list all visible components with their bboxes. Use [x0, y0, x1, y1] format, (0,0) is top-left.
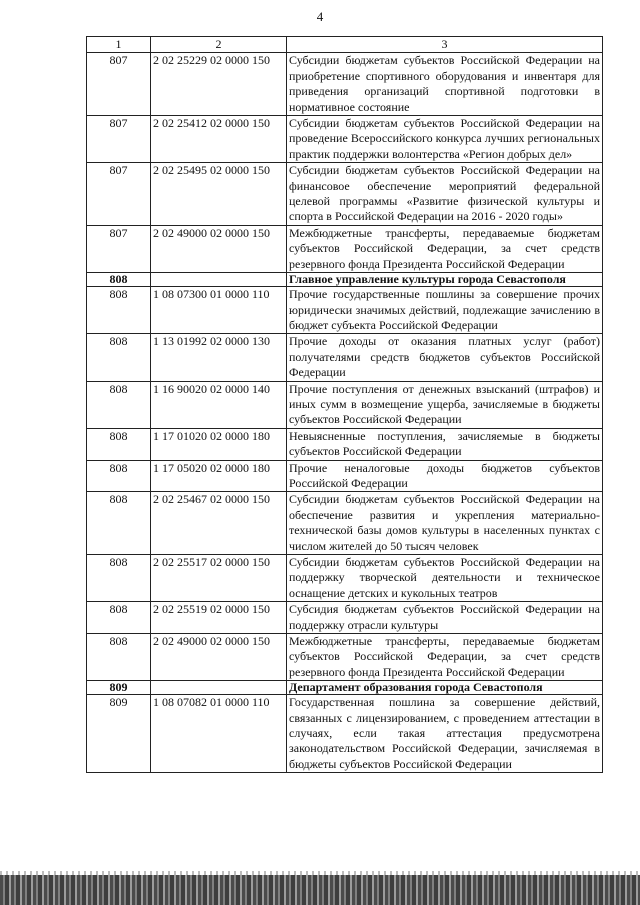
table-row — [87, 555, 603, 602]
table-row — [87, 381, 603, 428]
name-cell: Государственная пошлина за совершение действий, связанных с лицензированием, с проведением аттестации в случаях, если такая аттестация предусмотрена законодательством Российской Федерации, зачисляемая в бюджеты субъектов Российской Федерации — [287, 695, 603, 773]
table-row — [87, 334, 603, 381]
code-cell: 2 02 49000 02 0000 150 — [151, 225, 287, 272]
code-cell: 1 08 07082 01 0000 110 — [151, 695, 287, 773]
code-cell: 1 17 01020 02 0000 180 — [151, 428, 287, 460]
grb-cell: 808 — [87, 381, 151, 428]
revenue-codes-table — [86, 36, 603, 773]
column-number-1: 1 — [87, 37, 151, 53]
code-cell: 1 16 90020 02 0000 140 — [151, 381, 287, 428]
name-cell: Межбюджетные трансферты, передаваемые бюджетам субъектов Российской Федерации, за счет средств резервного фонда Президента Российской Федерации — [287, 634, 603, 681]
page-number: 4 — [316, 9, 324, 24]
table-row — [87, 225, 603, 272]
code-cell: 2 02 25412 02 0000 150 — [151, 116, 287, 163]
code-cell — [151, 273, 287, 287]
name-cell: Прочие неналоговые доходы бюджетов субъектов Российской Федерации — [287, 460, 603, 492]
grb-cell: 809 — [87, 681, 151, 695]
section-title-cell: Главное управление культуры города Севастополя — [287, 273, 603, 287]
grb-cell: 809 — [87, 695, 151, 773]
scan-noise-strip — [0, 875, 640, 905]
grb-cell: 808 — [87, 555, 151, 602]
table-row — [87, 492, 603, 555]
grb-cell: 807 — [87, 163, 151, 226]
code-cell: 2 02 25519 02 0000 150 — [151, 602, 287, 634]
code-cell: 1 17 05020 02 0000 180 — [151, 460, 287, 492]
code-cell: 2 02 25467 02 0000 150 — [151, 492, 287, 555]
name-cell: Субсидии бюджетам субъектов Российской Федерации на поддержку творческой деятельности и техническое оснащение детских и кукольных театров — [287, 555, 603, 602]
name-cell: Прочие поступления от денежных взысканий (штрафов) и иных сумм в возмещение ущерба, зачисляемые в бюджеты субъектов Российской Федерации — [287, 381, 603, 428]
name-cell: Субсидии бюджетам субъектов Российской Федерации на обеспечение развития и укрепления материально-технической базы домов культуры в населенных пунктах с числом жителей до 50 тысяч человек — [287, 492, 603, 555]
table-row — [87, 53, 603, 116]
code-cell: 2 02 25229 02 0000 150 — [151, 53, 287, 116]
code-cell: 2 02 49000 02 0000 150 — [151, 634, 287, 681]
code-cell: 2 02 25495 02 0000 150 — [151, 163, 287, 226]
table-row — [87, 695, 603, 773]
grb-cell: 807 — [87, 116, 151, 163]
table-row — [87, 634, 603, 681]
code-cell — [151, 681, 287, 695]
table-row — [87, 116, 603, 163]
name-cell: Межбюджетные трансферты, передаваемые бюджетам субъектов Российской Федерации, за счет средств резервного фонда Президента Российской Федерации — [287, 225, 603, 272]
grb-cell: 807 — [87, 225, 151, 272]
table-row — [87, 163, 603, 226]
name-cell: Невыясненные поступления, зачисляемые в бюджеты субъектов Российской Федерации — [287, 428, 603, 460]
name-cell: Субсидии бюджетам субъектов Российской Федерации на проведение Всероссийского конкурса лучших региональных практик поддержки волонтерства «Регион добрых дел» — [287, 116, 603, 163]
code-cell: 1 08 07300 01 0000 110 — [151, 287, 287, 334]
name-cell: Субсидии бюджетам субъектов Российской Федерации на приобретение спортивного оборудования и инвентаря для приведения организаций спортивной подготовки в нормативное состояние — [287, 53, 603, 116]
grb-cell: 808 — [87, 492, 151, 555]
code-cell: 1 13 01992 02 0000 130 — [151, 334, 287, 381]
grb-cell: 808 — [87, 273, 151, 287]
table-row — [87, 460, 603, 492]
grb-cell: 808 — [87, 460, 151, 492]
column-number-3: 3 — [287, 37, 603, 53]
grb-cell: 807 — [87, 53, 151, 116]
grb-cell: 808 — [87, 428, 151, 460]
section-header-row — [87, 273, 603, 287]
grb-cell: 808 — [87, 334, 151, 381]
column-number-2: 2 — [151, 37, 287, 53]
name-cell: Субсидии бюджетам субъектов Российской Федерации на финансовое обеспечение мероприятий федеральной целевой программы «Развитие физической культуры и спорта в Российской Федерации на 2016 - 2020 годы» — [287, 163, 603, 226]
section-header-row — [87, 681, 603, 695]
grb-cell: 808 — [87, 602, 151, 634]
table-body — [87, 53, 603, 773]
name-cell: Субсидия бюджетам субъектов Российской Федерации на поддержку отрасли культуры — [287, 602, 603, 634]
name-cell: Прочие доходы от оказания платных услуг (работ) получателями средств бюджетов субъектов Российской Федерации — [287, 334, 603, 381]
name-cell: Прочие государственные пошлины за совершение прочих юридически значимых действий, подлежащие зачислению в бюджет субъекта Российской Федерации — [287, 287, 603, 334]
table-row — [87, 428, 603, 460]
section-title-cell: Департамент образования города Севастополя — [287, 681, 603, 695]
code-cell: 2 02 25517 02 0000 150 — [151, 555, 287, 602]
grb-cell: 808 — [87, 634, 151, 681]
table-row — [87, 602, 603, 634]
column-number-row — [87, 37, 603, 53]
grb-cell: 808 — [87, 287, 151, 334]
table-row — [87, 287, 603, 334]
